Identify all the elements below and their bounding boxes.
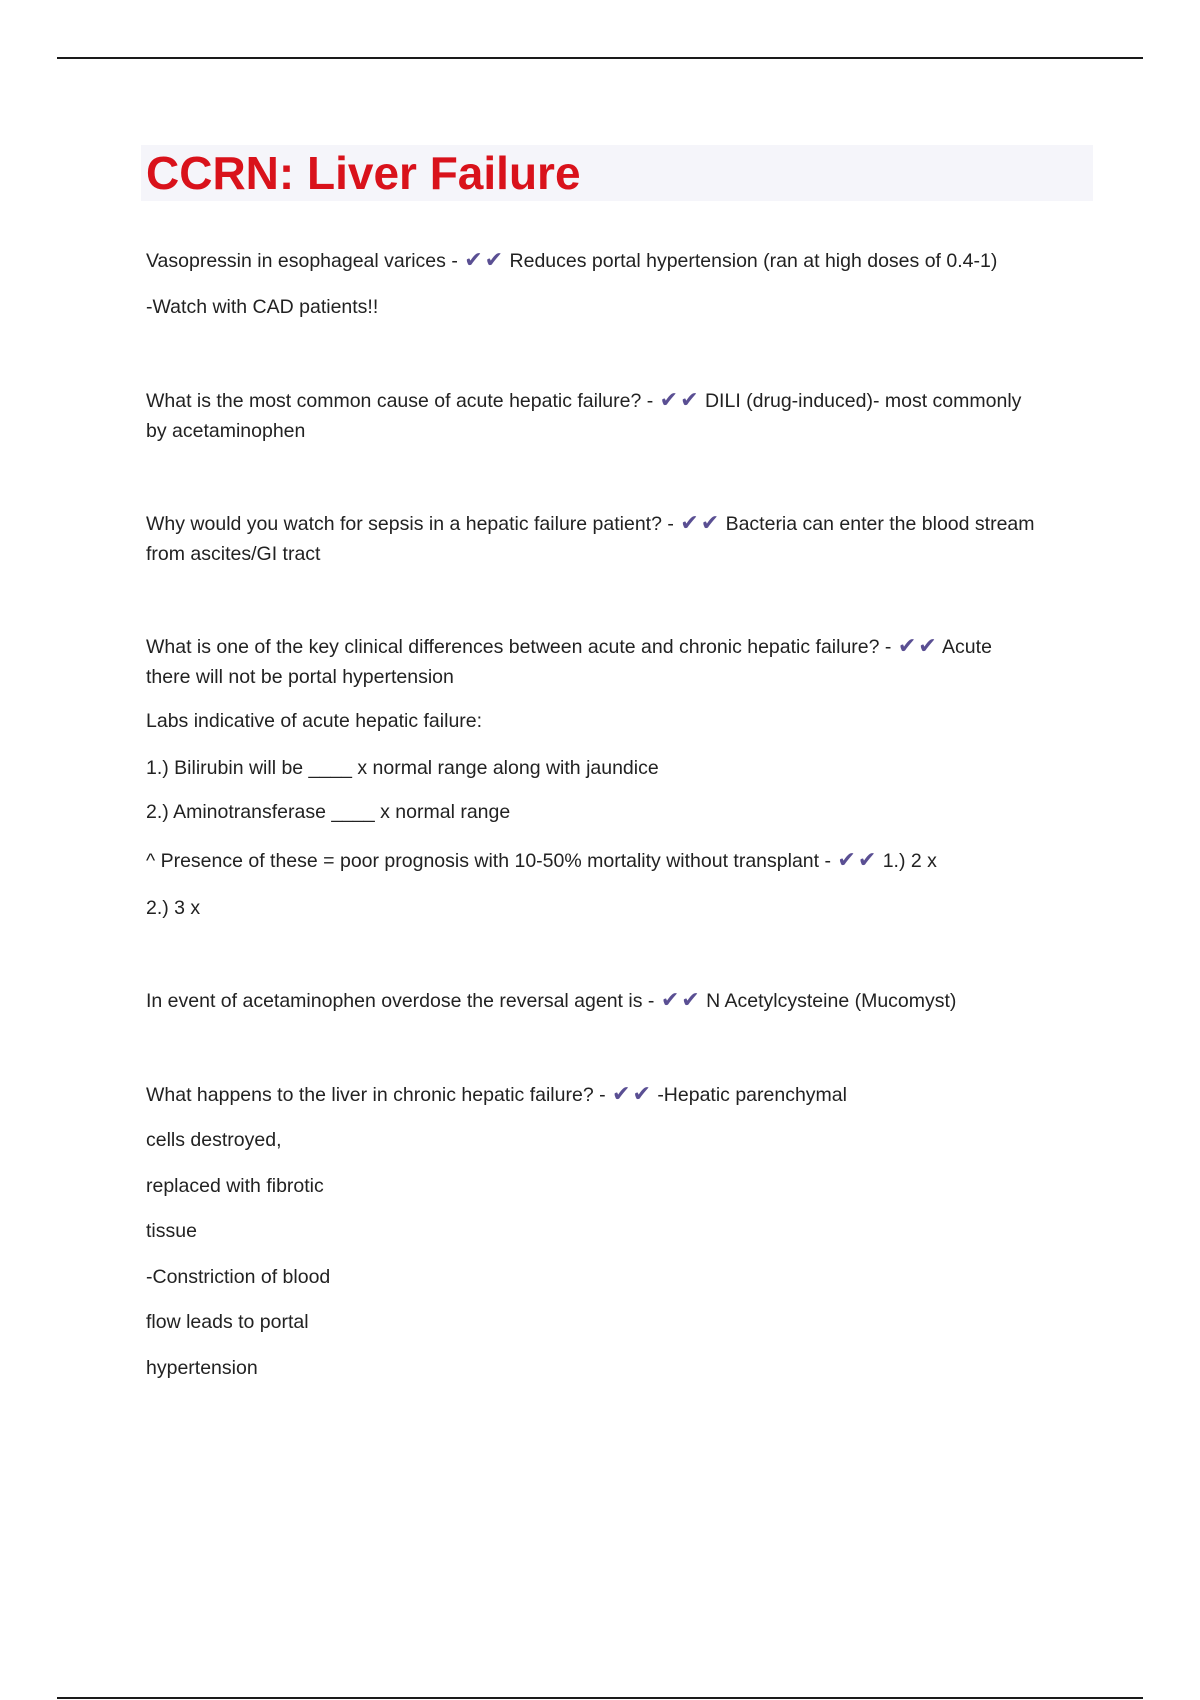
question-text: Vasopressin in esophageal varices - — [146, 250, 458, 272]
answer-text: -Hepatic parenchymal — [657, 1084, 847, 1106]
check-icon: ✔ — [837, 848, 856, 873]
answer-text: Bacteria can enter the blood stream — [725, 513, 1035, 535]
card-vasopressin — [146, 246, 997, 276]
card-common-cause — [146, 386, 1021, 416]
card-sepsis — [146, 509, 1035, 539]
check-icon: ✔ — [660, 988, 680, 1013]
question-text: In event of acetaminophen overdose the reversal agent is - — [146, 990, 655, 1012]
labs-answer-2: 2.) 3 x — [146, 897, 201, 919]
labs-item-aminotransferase: 2.) Aminotransferase ____ x normal range — [146, 801, 511, 823]
labs-heading: Labs indicative of acute hepatic failure: — [146, 710, 483, 732]
check-icon: ✔ — [857, 848, 877, 873]
bottom-rule — [57, 1697, 1143, 1699]
top-rule — [57, 57, 1143, 59]
answer-continuation: there will not be portal hypertension — [146, 666, 454, 688]
labs-item-bilirubin: 1.) Bilirubin will be ____ x normal range along with jaundice — [146, 757, 659, 779]
answer-text: Acute — [942, 636, 992, 658]
check-icon: ✔ — [464, 248, 483, 273]
answer-line: replaced with fibrotic — [146, 1175, 324, 1197]
question-text: Why would you watch for sepsis in a hepatic failure patient? - — [146, 513, 674, 535]
check-icon: ✔ — [680, 511, 699, 536]
answer-line: hypertension — [146, 1357, 258, 1379]
question-text: What is the most common cause of acute hepatic failure? - — [146, 390, 654, 412]
answer-text: N Acetylcysteine (Mucomyst) — [706, 990, 957, 1012]
answer-text: Reduces portal hypertension (ran at high doses of 0.4-1) — [509, 250, 998, 272]
page-title: CCRN: Liver Failure — [146, 147, 581, 199]
answer-continuation: by acetaminophen — [146, 420, 306, 442]
question-text: What happens to the liver in chronic hepatic failure? - — [146, 1084, 606, 1106]
card-reversal-agent — [146, 986, 956, 1016]
check-icon: ✔ — [484, 248, 504, 273]
answer-text: 1.) 2 x — [882, 850, 937, 872]
answer-line: cells destroyed, — [146, 1129, 282, 1151]
card-extra-line: -Watch with CAD patients!! — [146, 296, 379, 318]
answer-text: DILI (drug-induced)- most commonly — [704, 390, 1022, 412]
answer-line: tissue — [146, 1220, 197, 1242]
question-text: ^ Presence of these = poor prognosis with 10-50% mortality without transplant - — [146, 850, 831, 872]
card-key-differences — [146, 632, 992, 662]
answer-continuation: from ascites/GI tract — [146, 543, 321, 565]
answer-line: flow leads to portal — [146, 1311, 309, 1333]
question-text: What is one of the key clinical differences between acute and chronic hepatic failure? - — [146, 636, 892, 658]
check-icon: ✔ — [612, 1082, 631, 1107]
answer-line: -Constriction of blood — [146, 1266, 331, 1288]
check-icon: ✔ — [700, 511, 720, 536]
check-icon: ✔ — [659, 388, 679, 413]
labs-prognosis-note — [146, 846, 937, 876]
card-chronic-liver — [146, 1080, 847, 1110]
check-icon: ✔ — [918, 634, 937, 659]
check-icon: ✔ — [897, 634, 917, 659]
check-icon: ✔ — [680, 388, 699, 413]
check-icon: ✔ — [632, 1082, 651, 1107]
check-icon: ✔ — [681, 988, 700, 1013]
